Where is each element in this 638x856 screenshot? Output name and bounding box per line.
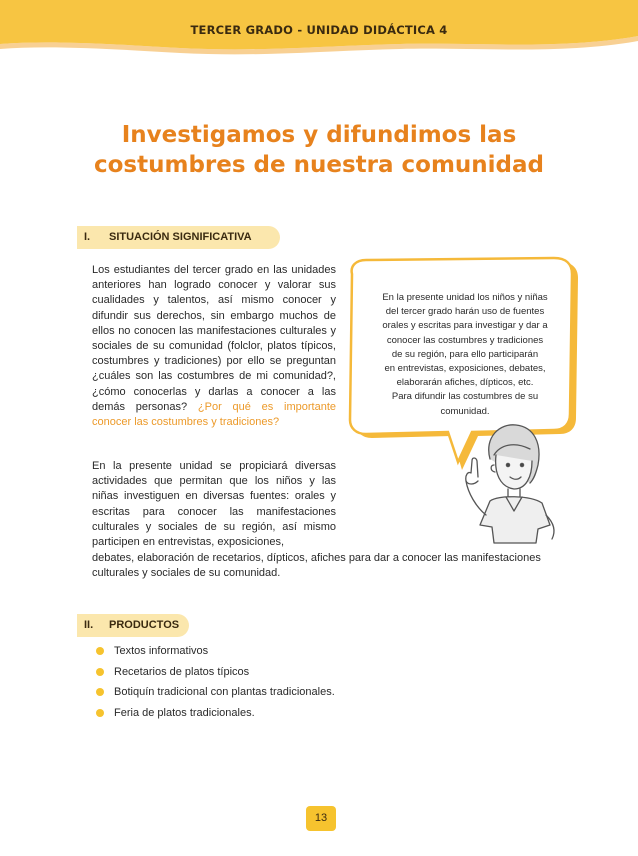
page-number: 13 bbox=[306, 806, 336, 831]
title-line-2: costumbres de nuestra comunidad bbox=[93, 152, 545, 178]
bubble-line: orales y escritas para investigar y dar a bbox=[382, 320, 548, 332]
situation-paragraph-2-narrow: En la presente unidad se propiciará diversas actividades que permitan que los niños y las niñas investiguen en diversas fuentes: orales y escritas para conocer las manifestaciones culturales y sociales de su región, así mismo participen en entrevistas, exposiciones, bbox=[92, 460, 336, 549]
list-item bbox=[96, 641, 335, 662]
bullet-icon bbox=[96, 709, 104, 717]
situation-question-highlight: ¿Por qué es importante conocer las costumbres y tradiciones? bbox=[92, 400, 336, 429]
list-item bbox=[96, 662, 335, 683]
bubble-line: del tercer grado harán uso de fuentes bbox=[385, 306, 545, 318]
header-title: TERCER GRADO - UNIDAD DIDÁCTICA 4 bbox=[190, 23, 448, 37]
situation-text: Los estudiantes del tercer grado en las unidades anteriores han logrado conocer y valorar sus cualidades y talentos, así mismo conocer y difundir sus derechos, sin embargo muchos de ellos no conocen las manifestaciones culturales y sociales de su comunidad (folclor, platos típicos, costumbres y tradiciones) por ello se preguntan ¿cuáles son las costumbres de mi comunidad?, ¿cómo conocerlas y darlas a conocer a las demás personas? bbox=[92, 264, 336, 413]
bubble-line: comunidad. bbox=[440, 405, 490, 417]
section-1-number: I. bbox=[84, 231, 91, 243]
bubble-line: elaborarán afiches, dípticos, etc. bbox=[396, 377, 534, 389]
section-2-number: II. bbox=[84, 619, 94, 631]
girl-illustration bbox=[450, 415, 570, 545]
bubble-line: Para difundir las costumbres de su bbox=[391, 391, 539, 403]
bullet-icon bbox=[96, 647, 104, 655]
list-item-text: Recetarios de platos típicos bbox=[114, 665, 250, 678]
list-item bbox=[96, 682, 335, 703]
bubble-line: En la presente unidad los niños y niñas bbox=[382, 292, 548, 303]
products-list bbox=[96, 641, 335, 723]
bubble-line: en entrevistas, exposiciones, debates, bbox=[384, 363, 546, 375]
section-2-label: PRODUCTOS bbox=[109, 619, 180, 631]
list-item-text: Botiquín tradicional con plantas tradicionales. bbox=[114, 686, 335, 698]
situation-paragraph-2-wide: debates, elaboración de recetarios, dípticos, afiches para dar a conocer las manifestaciones culturales y sociales de su comunidad. bbox=[92, 552, 541, 580]
list-item-text: Textos informativos bbox=[114, 645, 209, 657]
bullet-icon bbox=[96, 668, 104, 676]
bullet-icon bbox=[96, 688, 104, 696]
situation-paragraph-2-continued bbox=[92, 551, 566, 581]
speech-bubble-text bbox=[366, 291, 564, 419]
list-item bbox=[96, 703, 335, 724]
bubble-line: conocer las costumbres y tradiciones bbox=[386, 334, 544, 346]
title-line-1: Investigamos y difundimos las bbox=[121, 122, 517, 148]
section-1-label: SITUACIÓN SIGNIFICATIVA bbox=[109, 231, 252, 243]
bubble-line: de su región, para ello participarán bbox=[391, 348, 539, 360]
list-item-text: Feria de platos tradicionales. bbox=[114, 706, 255, 719]
section-2-tab bbox=[77, 614, 189, 637]
